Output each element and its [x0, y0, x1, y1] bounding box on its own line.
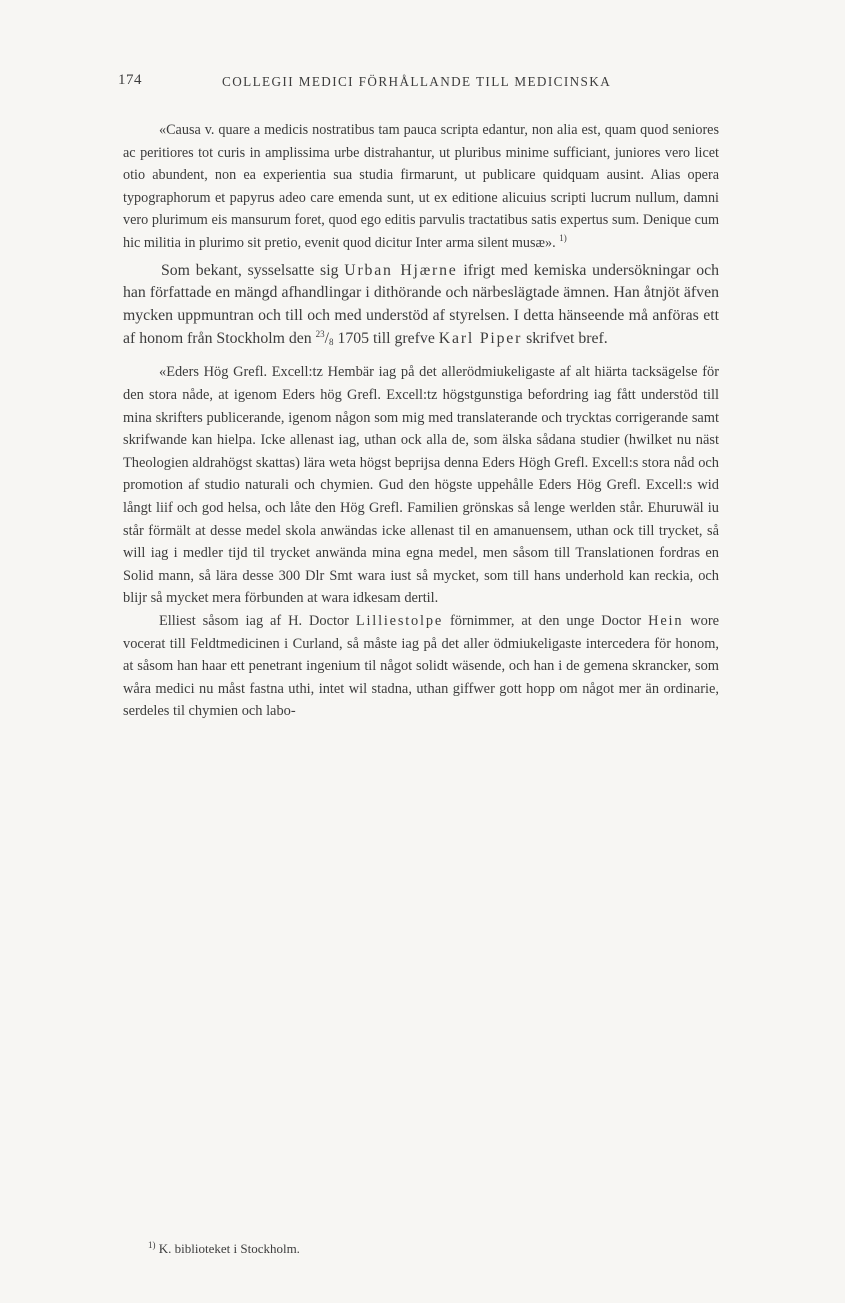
latin-paragraph [123, 119, 719, 255]
continuation-text-2: förnimmer, at den unge Doctor [443, 612, 649, 629]
swedish-text-4: skrifvet bref. [522, 329, 608, 347]
page-header [118, 72, 758, 96]
swedish-text-3: 1705 till grefve [333, 329, 439, 347]
date-numerator: 23 [315, 328, 325, 339]
person-name-hein: Hein [648, 612, 684, 629]
continuation-text-1: Elliest såsom iag af H. Doctor [159, 612, 356, 629]
person-name-hjaerne: Urban Hjærne [344, 261, 458, 279]
swedish-text-1: Som bekant, sysselsatte sig [161, 261, 345, 279]
page-body [123, 119, 719, 723]
footnote-mark: 1) [148, 1240, 156, 1250]
swedish-text-2: ifrigt med kemiska undersökningar och han författade en mängd afhandlingar i dithörande och närbeslägtade ämnen. Han åtnjöt äfven mycken uppmuntran och till och med understöd af styrelsen. I detta hänseende må anföras ett af honom från Stockholm den [123, 261, 720, 347]
person-name-lilliestolpe: Lilliestolpe [355, 612, 444, 629]
footnote-reference: 1) [559, 232, 567, 243]
footnote-text: K. biblioteket i Stockholm. [158, 1241, 300, 1256]
letter-quote-paragraph: «Eders Hög Grefl. Excell:tz Hembär iag på det allerödmiukeligaste af alt hiärta tacksägelse för den stora nåde, at igenom Eders hög Grefl. Excell:tz högstgunstiga befordring iag fått understöd till mina skrifters publicerande, igenom någon som mig med translaterande och trycktas corrigerande samt skrifwande kan hielpa. Icke allenast iag, uthan ock alla de, som älska sådana studier (hwilket nu näst Theologien aldrahögst skattas) lära weta högst beprijsa denna Eders Högh Grefl. Excell:s stora nåd och promotion af studio naturali och chymien. Gud den högste uppehålle Eders Hög Grefl. Excell:s wid långt liif och god helsa, och låte den Hög Grefl. Familien grönskas så lenge werlden står. Ehuruwäl iu står förmält at desse medel skola anwändas icke allenast til en amanuensem, uthan ock till trycket, så will iag i medler tijd til trycket anwända mina egna medel, men såsom till Translationen fordras en Solid mann, så lära desse 300 Dlr Smt wara iust så mycket, som till hans underhold kan reckia, och blijr så mycket mera förbunden at wara idkesam dertil. [123, 364, 719, 607]
person-name-piper: Karl Piper [438, 329, 523, 347]
swedish-paragraph [123, 260, 719, 351]
footnote [148, 1236, 648, 1258]
latin-text: «Causa v. quare a medicis nostratibus tam pauca scripta edantur, non alia est, quam quod seniores ac peritiores tot curis in amplissima urbe distrahantur, ut pluribus minime sufficiant, juniores vero licet otio abundent, non ea experientia sua studia firmarunt, ut publicare quidquam ausint. Alias opera typographorum et papyrus adeo care emenda sunt, ut ex editione alicuius scripti lucrum nullum, damni vero plurimum eis mansurum foret, quod ego editis parvulis tractatibus satis expertus sum. Denique cum hic militia in plurimo sit pretio, evenit quod dicitur Inter arma silent musæ». [123, 122, 719, 251]
date-fraction: $^{23}/_8$ [315, 328, 334, 347]
letter-continuation-paragraph [123, 610, 719, 723]
date-denominator: 8 [329, 336, 334, 347]
continuation-text-3: wore vocerat till Feldtmedicinen i Curland, så måste iag på det aller ödmiukeligaste intercedera för honom, at såsom han haar ett penetrant ingenium til något solidt wäsende, och han i de gemena skrancker, som wåra medici nu måst fastna uthi, intet wil stadna, uthan giffwer gott hopp om något mer än ordinarie, serdeles til chymien och labo- [123, 612, 719, 720]
running-title: COLLEGII MEDICI FÖRHÅLLANDE TILL MEDICINSKA [222, 74, 612, 89]
page-number: 174 [118, 72, 142, 88]
